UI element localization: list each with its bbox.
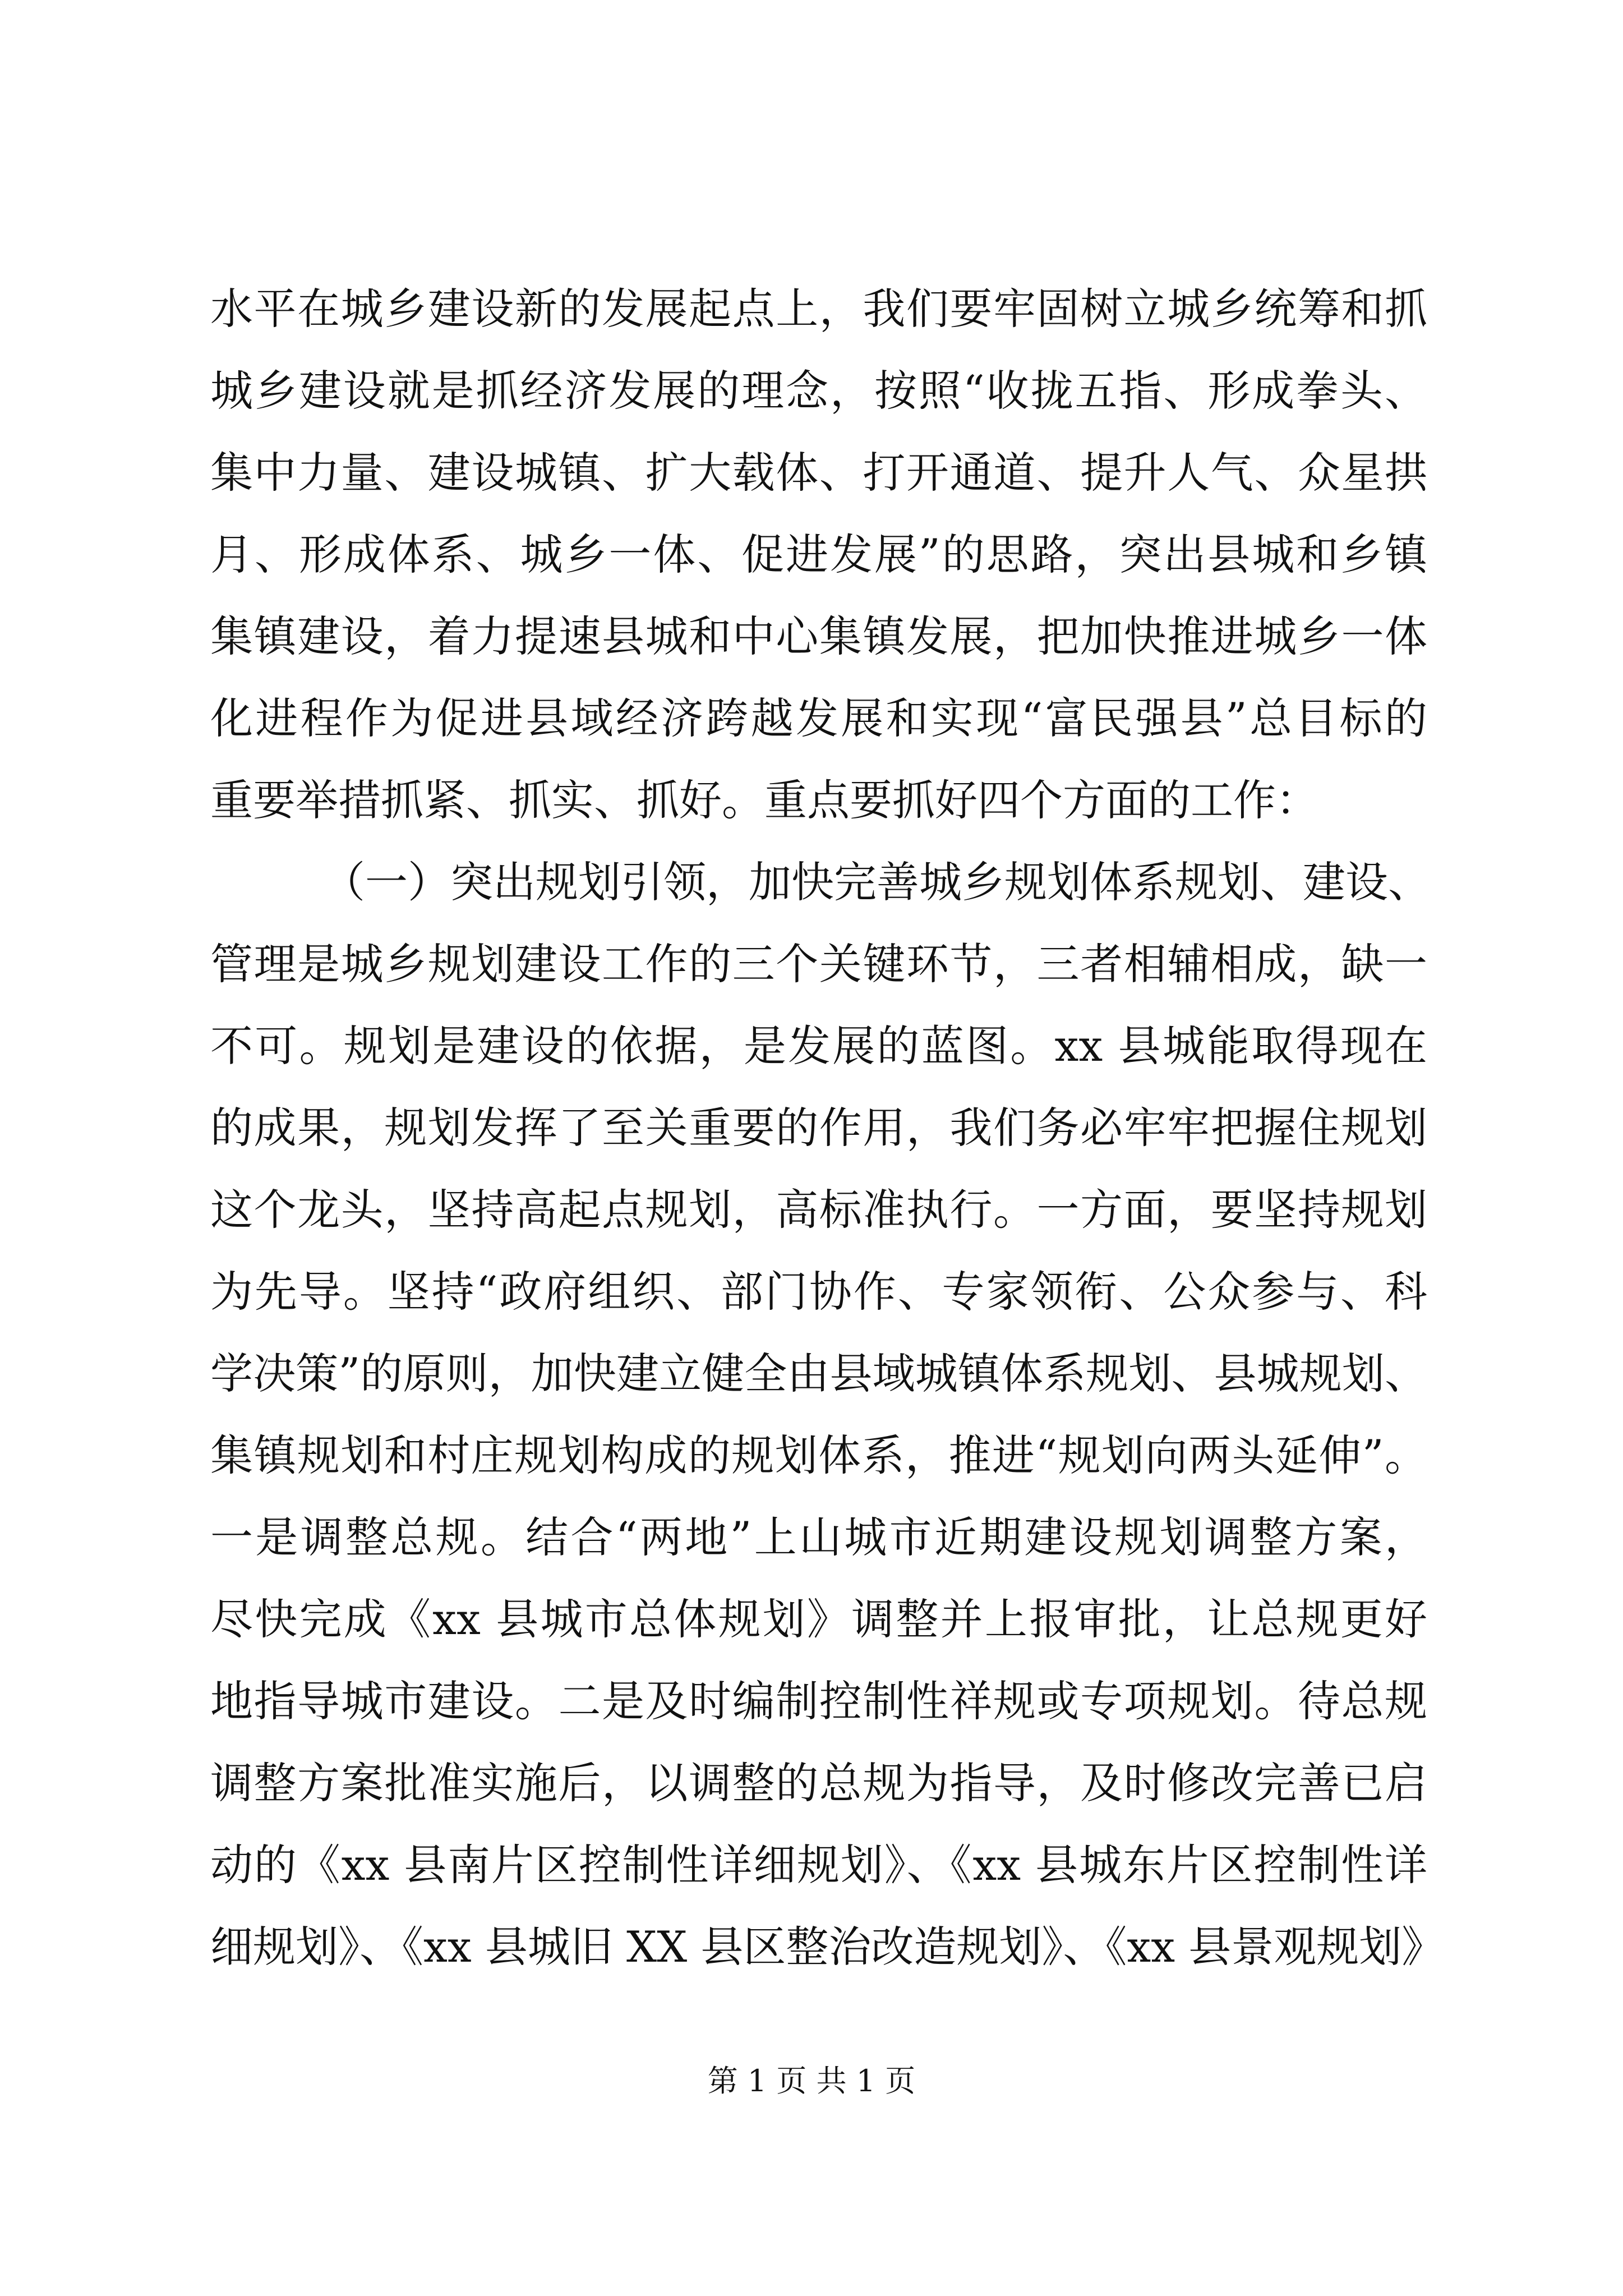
text-line: 集中力量、建设城镇、扩大载体、打开通道、提升人气、众星拱 — [210, 448, 1427, 498]
text-line: 城乡建设就是抓经济发展的理念，按照“收拢五指、形成拳头、 — [210, 366, 1427, 416]
text-line: 的成果，规划发挥了至关重要的作用，我们务必牢牢把握住规划 — [210, 1103, 1427, 1153]
text-line: 一是调整总规。结合“两地”上山城市近期建设规划调整方案， — [210, 1512, 1427, 1562]
text-line: 水平在城乡建设新的发展起点上，我们要牢固树立城乡统筹和抓 — [210, 284, 1427, 334]
text-line: 调整方案批准实施后，以调整的总规为指导，及时修改完善已启 — [210, 1758, 1427, 1808]
text-line: 地指导城市建设。二是及时编制控制性祥规或专项规划。待总规 — [210, 1676, 1427, 1726]
section-heading-line: （一）突出规划引领，加快完善城乡规划体系规划、建设、 — [322, 857, 1431, 907]
body-text — [210, 268, 1445, 1988]
text-line: 集镇建设，着力提速县城和中心集镇发展，把加快推进城乡一体 — [210, 611, 1427, 661]
text-line: 集镇规划和村庄规划构成的规划体系，推进“规划向两头延伸”。 — [210, 1430, 1427, 1480]
text-line: 化进程作为促进县域经济跨越发展和实现“富民强县”总目标的 — [210, 693, 1427, 743]
text-line: 不可。规划是建设的依据，是发展的蓝图。xx 县城能取得现在 — [210, 1021, 1427, 1071]
text-line: 细规划》、《xx 县城旧 XX 县区整治改造规划》、《xx 县景观规划》 — [210, 1922, 1445, 1972]
text-line: 管理是城乡规划建设工作的三个关键环节，三者相辅相成，缺一 — [210, 939, 1427, 989]
text-line: 动的《xx 县南片区控制性详细规划》、《xx 县城东片区控制性详 — [210, 1840, 1427, 1890]
text-line: 这个龙头，坚持高起点规划，高标准执行。一方面，要坚持规划 — [210, 1185, 1427, 1235]
text-line: 尽快完成《xx 县城市总体规划》调整并上报审批，让总规更好 — [210, 1594, 1427, 1644]
text-line: 重要举措抓紧、抓实、抓好。重点要抓好四个方面的工作： — [210, 775, 1318, 825]
text-line: 学决策”的原则，加快建立健全由县域城镇体系规划、县城规划、 — [210, 1349, 1427, 1398]
text-line: 月、形成体系、城乡一体、促进发展”的思路，突出县城和乡镇 — [210, 530, 1427, 579]
text-line: 为先导。坚持“政府组织、部门协作、专家领衔、公众参与、科 — [210, 1267, 1427, 1317]
page-number-footer: 第 1 页 共 1 页 — [707, 2063, 916, 2099]
